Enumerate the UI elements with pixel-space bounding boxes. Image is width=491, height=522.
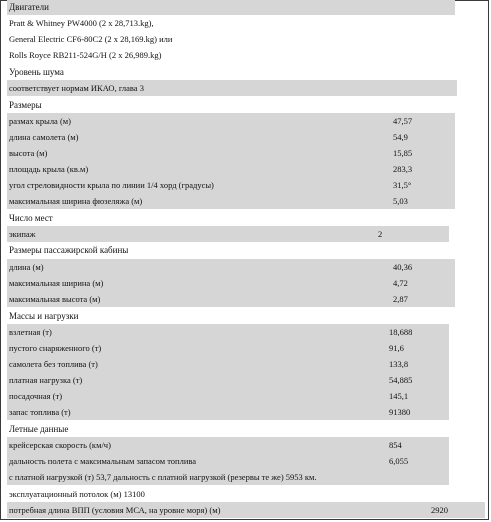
spec-value: 2,87: [393, 294, 408, 304]
spec-label: самолета без топлива (т): [9, 359, 98, 369]
spec-label: длина самолета (м): [9, 132, 79, 142]
spec-row: [7, 193, 455, 209]
spec-value: 2920: [431, 505, 448, 515]
spec-label: максимальная высота (м): [9, 294, 101, 304]
spec-value: 91380: [389, 407, 411, 417]
spec-label: посадочная (т): [9, 391, 63, 401]
spec-value: 283,3: [393, 164, 413, 174]
engine-text: Rolls Royce RB211-524G/H (2 x 26,989.kg): [9, 50, 162, 60]
spec-row: [7, 453, 449, 469]
spec-label: запас топлива (т): [9, 407, 71, 417]
spec-value: 15,85: [393, 148, 413, 158]
spec-value: 91,6: [389, 343, 404, 353]
spec-row: [7, 437, 449, 453]
spec-label: потребная длина ВПП (условия МСА, на уровне моря) (м): [9, 505, 221, 515]
spec-value: 133,8: [389, 359, 409, 369]
runway-row: [7, 502, 485, 518]
spec-row: [7, 145, 455, 161]
spec-value: 4,72: [393, 278, 408, 288]
engine-text: General Electric CF6-80C2 (2 x 28,169.kg) или: [9, 34, 173, 44]
engine-text: Pratt & Whitney PW4000 (2 x 28,713.kg),: [9, 18, 154, 28]
spec-row: [7, 177, 455, 193]
section-title: Размеры: [9, 100, 42, 110]
spec-row: [7, 113, 455, 129]
section-title: Число мест: [9, 213, 53, 223]
spec-label: размах крыла (м): [9, 116, 71, 126]
section-header-dimensions: [7, 97, 393, 113]
spec-row: [7, 161, 455, 177]
spec-row: [7, 275, 455, 291]
spec-label: длина (м): [9, 262, 44, 272]
spec-value: 40,36: [393, 262, 413, 272]
spec-row: [7, 356, 449, 372]
section-title: Размеры пассажирской кабины: [9, 245, 129, 255]
engine-line: [7, 15, 455, 31]
spec-label: дальность полета с максимальным запасом топлива: [9, 456, 197, 466]
section-header-noise: [7, 64, 457, 80]
section-title: Уровень шума: [9, 67, 64, 77]
spec-value: 31,5°: [393, 180, 412, 190]
spec-value: 2: [378, 229, 383, 239]
noise-line: [7, 80, 457, 96]
ceiling-row: [7, 486, 485, 502]
noise-text: соответствует нормам ИКАО, глава 3: [9, 83, 144, 93]
engine-line: [7, 31, 455, 47]
spec-label: экипаж: [9, 229, 36, 239]
section-header-cabin: [7, 242, 457, 258]
range-note-row: [7, 469, 449, 485]
section-title: Двигатели: [9, 2, 49, 12]
spec-value: 5,03: [393, 196, 408, 206]
spec-value: 47,57: [393, 116, 413, 126]
spec-row: [7, 226, 449, 242]
spec-row: [7, 324, 449, 340]
section-title: Летные данные: [9, 424, 69, 434]
spec-row: [7, 404, 449, 420]
spec-value: 54,9: [393, 132, 408, 142]
section-title: Массы и нагрузки: [9, 311, 79, 321]
spec-label: максимальная ширина фюзеляжа (м): [9, 196, 143, 206]
section-header-seats: [7, 210, 449, 226]
spec-row: [7, 291, 455, 307]
spec-label: максимальная ширина (м): [9, 278, 104, 288]
spec-value: 6,055: [389, 456, 409, 466]
range-note: с платной нагрузкой (т) 53,7 дальность с платной нагрузкой (резервы те же) 5953 км.: [9, 472, 317, 482]
section-header-masses: [7, 308, 449, 324]
spec-label: пустого снаряженного (т): [9, 343, 102, 353]
spec-row: [7, 259, 455, 275]
engine-line: [7, 47, 455, 63]
spec-row: [7, 372, 449, 388]
section-header-flight: [7, 421, 449, 437]
spec-label: угол стреловидности крыла по линии 1/4 хорд (градусы): [9, 180, 214, 190]
spec-value: 145,1: [389, 391, 409, 401]
spec-row: [7, 129, 455, 145]
spec-label: крейсерская скорость (км/ч): [9, 440, 111, 450]
spec-label: платная нагрузка (т): [9, 375, 83, 385]
spec-row: [7, 388, 449, 404]
spec-label: взлетная (т): [9, 327, 52, 337]
ceiling-text: эксплуатационный потолок (м) 13100: [9, 489, 145, 499]
spec-value: 54,885: [389, 375, 413, 385]
section-header-engines: [7, 0, 455, 15]
spec-row: [7, 340, 449, 356]
spec-label: площадь крыла (кв.м): [9, 164, 89, 174]
spec-label: высота (м): [9, 148, 48, 158]
spec-value: 854: [389, 440, 402, 450]
spec-value: 18,688: [389, 327, 413, 337]
